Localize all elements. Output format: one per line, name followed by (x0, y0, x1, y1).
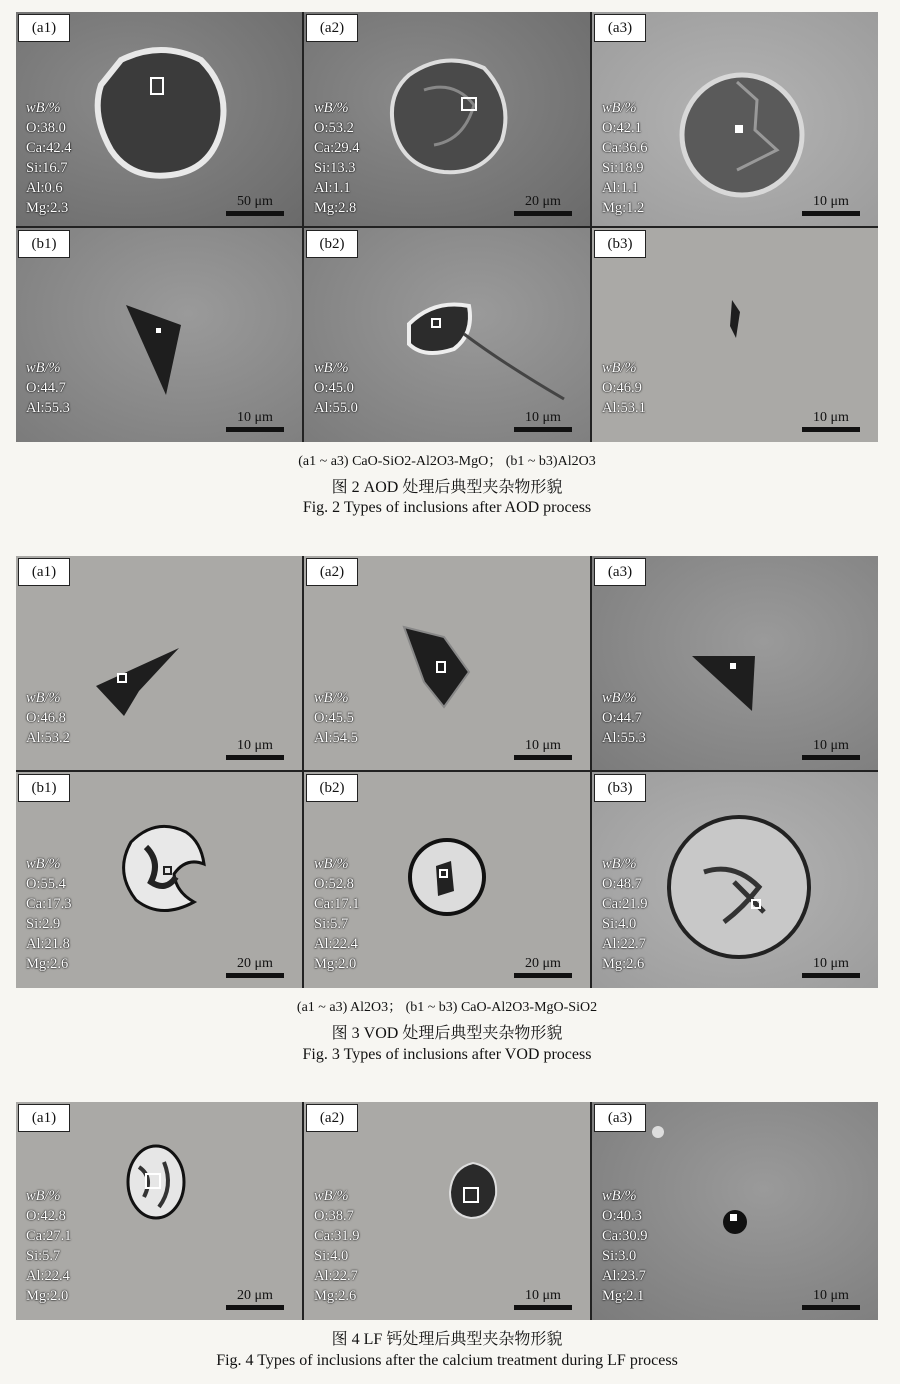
composition-block (26, 854, 72, 974)
figure-3-caption-en: Fig. 3 Types of inclusions after VOD process (302, 1046, 592, 1063)
panel-fig3-a2 (304, 556, 590, 770)
scale-bar (802, 956, 860, 978)
inclusion-image (720, 298, 750, 343)
composition-line: Al:55.3 (26, 400, 70, 416)
panel-fig2-a3 (592, 12, 878, 226)
panel-fig3-b1 (16, 772, 302, 988)
scale-line (802, 973, 860, 978)
composition-line: Ca:21.9 (602, 896, 648, 912)
composition-block (602, 98, 648, 218)
composition-line: O:45.5 (314, 710, 354, 726)
composition-header: wB/% (26, 1188, 61, 1204)
composition-line: Al:22.4 (26, 1268, 70, 1284)
scale-label: 20 μm (525, 956, 561, 971)
composition-header: wB/% (314, 690, 349, 706)
speck-image (650, 1124, 666, 1140)
figure-2-grid (16, 12, 878, 442)
inclusion-image (116, 822, 211, 917)
composition-line: Ca:29.4 (314, 140, 360, 156)
inclusion-image (121, 300, 191, 400)
scale-line (226, 211, 284, 216)
scale-label: 10 μm (525, 738, 561, 753)
composition-header: wB/% (26, 856, 61, 872)
scale-label: 10 μm (525, 1288, 561, 1303)
scale-line (226, 427, 284, 432)
composition-block (314, 98, 360, 218)
composition-line: Si:2.9 (26, 916, 61, 932)
scale-line (226, 755, 284, 760)
scale-line (802, 755, 860, 760)
panel-fig4-a1 (16, 1102, 302, 1320)
composition-line: Mg:2.0 (314, 956, 357, 972)
composition-line: Si:13.3 (314, 160, 356, 176)
panel-label: (b2) (306, 230, 358, 258)
inclusion-image (91, 40, 231, 180)
scale-bar (226, 410, 284, 432)
figure-4-caption-cn: 图 4 LF 钙处理后典型夹杂物形貌 (331, 1331, 563, 1348)
panel-fig2-b1 (16, 228, 302, 442)
panel-label: (a3) (594, 558, 646, 586)
scale-bar (802, 194, 860, 216)
scale-label: 10 μm (813, 1288, 849, 1303)
inclusion-image (124, 1142, 189, 1222)
composition-block (314, 854, 360, 974)
composition-header: wB/% (26, 690, 61, 706)
composition-line: Ca:36.6 (602, 140, 648, 156)
scale-bar (226, 956, 284, 978)
scale-line (802, 1305, 860, 1310)
panel-label: (b1) (18, 230, 70, 258)
scale-line (514, 755, 572, 760)
figure-2-caption-cn: 图 2 AOD 处理后典型夹杂物形貌 (331, 479, 563, 496)
scale-bar (514, 1288, 572, 1310)
composition-line: Mg:2.0 (26, 1288, 69, 1304)
composition-line: Al:0.6 (26, 180, 63, 196)
scale-label: 20 μm (525, 194, 561, 209)
composition-header: wB/% (314, 856, 349, 872)
composition-header: wB/% (602, 1188, 637, 1204)
composition-block (602, 688, 646, 748)
composition-line: Al:1.1 (602, 180, 639, 196)
panel-label: (a2) (306, 14, 358, 42)
panel-label: (b2) (306, 774, 358, 802)
inclusion-image (399, 622, 474, 712)
composition-line: Al:22.7 (602, 936, 646, 952)
composition-line: Si:4.0 (314, 1248, 349, 1264)
composition-line: Ca:27.1 (26, 1228, 72, 1244)
scale-line (226, 973, 284, 978)
composition-header: wB/% (602, 856, 637, 872)
scale-label: 10 μm (237, 410, 273, 425)
panel-label: (a1) (18, 14, 70, 42)
composition-block (26, 98, 72, 218)
composition-block (314, 1186, 360, 1306)
panel-fig4-a2 (304, 1102, 590, 1320)
composition-header: wB/% (602, 100, 637, 116)
composition-line: Al:55.0 (314, 400, 358, 416)
composition-line: Si:18.9 (602, 160, 644, 176)
composition-block (602, 358, 646, 418)
panel-label: (a1) (18, 1104, 70, 1132)
composition-line: Mg:1.2 (602, 200, 645, 216)
panel-label: (b1) (18, 774, 70, 802)
inclusion-image (406, 836, 488, 918)
composition-line: O:44.7 (602, 710, 642, 726)
inclusion-image (664, 812, 814, 962)
inclusion-image (384, 50, 514, 180)
inclusion-image (394, 294, 574, 414)
composition-line: Mg:2.8 (314, 200, 357, 216)
scale-label: 50 μm (237, 194, 273, 209)
scale-label: 10 μm (237, 738, 273, 753)
scale-line (802, 427, 860, 432)
inclusion-image (446, 1160, 501, 1222)
panel-fig2-a1 (16, 12, 302, 226)
inclusion-image (720, 1204, 754, 1238)
composition-line: Al:53.1 (602, 400, 646, 416)
panel-fig2-b2 (304, 228, 590, 442)
scale-label: 10 μm (525, 410, 561, 425)
panel-fig3-b3 (592, 772, 878, 988)
composition-line: Al:1.1 (314, 180, 351, 196)
composition-line: O:46.9 (602, 380, 642, 396)
composition-block (26, 358, 70, 418)
panel-fig2-b3 (592, 228, 878, 442)
scale-bar (802, 738, 860, 760)
figure-4-caption-en: Fig. 4 Types of inclusions after the calcium treatment during LF process (216, 1352, 678, 1369)
scale-label: 10 μm (813, 410, 849, 425)
composition-block (314, 358, 358, 418)
scale-line (514, 211, 572, 216)
scale-label: 10 μm (813, 194, 849, 209)
panel-label: (a3) (594, 14, 646, 42)
composition-line: Ca:30.9 (602, 1228, 648, 1244)
scale-bar (514, 956, 572, 978)
scale-line (514, 973, 572, 978)
composition-line: Mg:2.6 (602, 956, 645, 972)
scale-line (514, 427, 572, 432)
figure-2-caption-en: Fig. 2 Types of inclusions after AOD process (302, 499, 592, 516)
composition-line: Al:21.8 (26, 936, 70, 952)
composition-block (602, 854, 648, 974)
composition-block (314, 688, 358, 748)
figure-3-grid (16, 556, 878, 988)
scale-bar (226, 738, 284, 760)
composition-line: Al:23.7 (602, 1268, 646, 1284)
composition-header: wB/% (602, 690, 637, 706)
inclusion-image (677, 70, 807, 200)
composition-line: O:48.7 (602, 876, 642, 892)
composition-line: O:52.8 (314, 876, 354, 892)
scale-label: 20 μm (237, 956, 273, 971)
composition-line: Si:16.7 (26, 160, 68, 176)
panel-fig3-b2 (304, 772, 590, 988)
panel-label: (a2) (306, 558, 358, 586)
figure-3-subcaption: (a1 ~ a3) Al2O3； (b1 ~ b3) CaO-Al2O3-MgO-SiO2 (296, 1000, 598, 1015)
composition-line: O:40.3 (602, 1208, 642, 1224)
panel-label: (a1) (18, 558, 70, 586)
composition-line: Mg:2.3 (26, 200, 69, 216)
composition-header: wB/% (26, 100, 61, 116)
scale-bar (802, 1288, 860, 1310)
inclusion-image (94, 646, 184, 721)
composition-line: Ca:42.4 (26, 140, 72, 156)
figure-3-caption-cn: 图 3 VOD 处理后典型夹杂物形貌 (331, 1025, 563, 1042)
composition-line: O:38.0 (26, 120, 66, 136)
panel-fig2-a2 (304, 12, 590, 226)
composition-header: wB/% (602, 360, 637, 376)
composition-line: O:53.2 (314, 120, 354, 136)
composition-line: Ca:31.9 (314, 1228, 360, 1244)
composition-line: O:42.1 (602, 120, 642, 136)
panel-label: (a3) (594, 1104, 646, 1132)
composition-block (26, 1186, 72, 1306)
scale-label: 10 μm (813, 956, 849, 971)
composition-line: Al:53.2 (26, 730, 70, 746)
scale-line (226, 1305, 284, 1310)
composition-line: O:42.8 (26, 1208, 66, 1224)
panel-fig3-a1 (16, 556, 302, 770)
scale-line (514, 1305, 572, 1310)
composition-line: Mg:2.1 (602, 1288, 645, 1304)
scale-bar (514, 194, 572, 216)
composition-line: Al:22.7 (314, 1268, 358, 1284)
composition-block (26, 688, 70, 748)
composition-line: O:46.8 (26, 710, 66, 726)
composition-line: Mg:2.6 (26, 956, 69, 972)
composition-line: Mg:2.6 (314, 1288, 357, 1304)
composition-line: Al:54.5 (314, 730, 358, 746)
inclusion-image (690, 651, 770, 716)
composition-line: Al:55.3 (602, 730, 646, 746)
scale-line (802, 211, 860, 216)
scale-bar (226, 1288, 284, 1310)
composition-line: Si:3.0 (602, 1248, 637, 1264)
scale-bar (514, 738, 572, 760)
scale-bar (802, 410, 860, 432)
composition-line: Si:5.7 (26, 1248, 61, 1264)
composition-block (602, 1186, 648, 1306)
composition-line: Ca:17.3 (26, 896, 72, 912)
panel-label: (b3) (594, 230, 646, 258)
panel-fig3-a3 (592, 556, 878, 770)
composition-header: wB/% (26, 360, 61, 376)
composition-line: O:55.4 (26, 876, 66, 892)
panel-label: (b3) (594, 774, 646, 802)
figure-4-grid (16, 1102, 878, 1320)
scale-label: 20 μm (237, 1288, 273, 1303)
scale-bar (226, 194, 284, 216)
composition-header: wB/% (314, 1188, 349, 1204)
composition-line: Ca:17.1 (314, 896, 360, 912)
composition-line: Si:5.7 (314, 916, 349, 932)
scale-bar (514, 410, 572, 432)
figure-2-subcaption: (a1 ~ a3) CaO-SiO2-Al2O3-MgO； (b1 ~ b3)Al2O3 (298, 454, 596, 469)
panel-label: (a2) (306, 1104, 358, 1132)
composition-line: Al:22.4 (314, 936, 358, 952)
scale-label: 10 μm (813, 738, 849, 753)
panel-fig4-a3 (592, 1102, 878, 1320)
composition-line: O:38.7 (314, 1208, 354, 1224)
composition-header: wB/% (314, 360, 349, 376)
composition-line: O:45.0 (314, 380, 354, 396)
composition-header: wB/% (314, 100, 349, 116)
composition-line: Si:4.0 (602, 916, 637, 932)
composition-line: O:44.7 (26, 380, 66, 396)
